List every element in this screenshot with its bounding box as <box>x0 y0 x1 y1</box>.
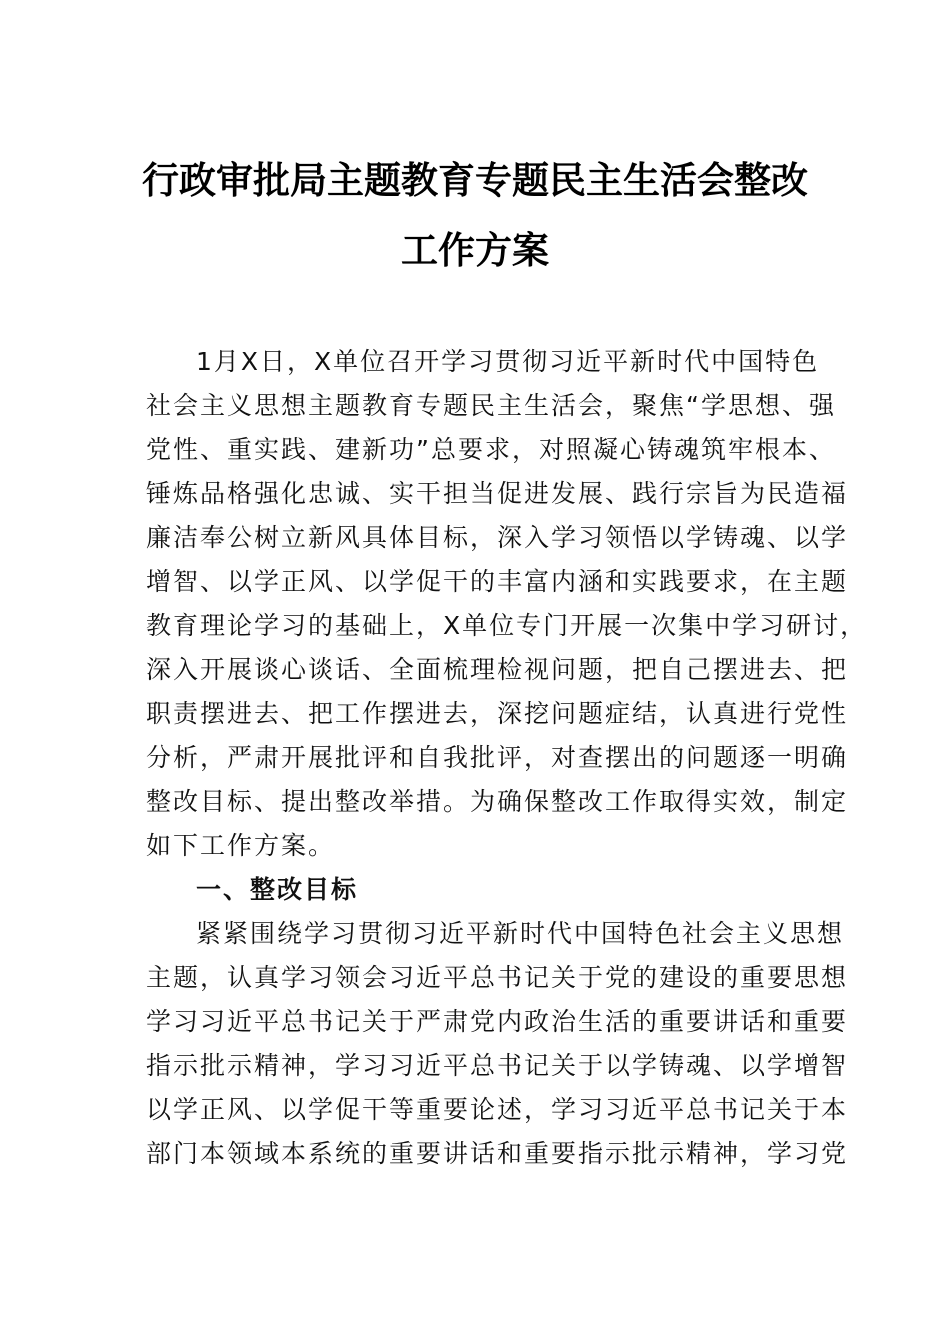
paragraph-line: 党性、重实践、建新功”总要求，对照凝心铸魂筑牢根本、 <box>146 435 836 464</box>
section-heading: 一、整改目标 <box>196 875 359 904</box>
paragraph-line: 学习习近平总书记关于严肃党内政治生活的重要讲话和重要 <box>146 1007 849 1036</box>
paragraph-line: 教育理论学习的基础上，X单位专门开展一次集中学习研讨， <box>146 611 868 640</box>
paragraph-line: 以学正风、以学促干等重要论述，学习习近平总书记关于本 <box>146 1095 849 1124</box>
paragraph-line: 职责摆进去、把工作摆进去，深挖问题症结，认真进行党性 <box>146 699 849 728</box>
paragraph-line: 如下工作方案。 <box>146 831 336 860</box>
paragraph-line: 锤炼品格强化忠诚、实干担当促进发展、践行宗旨为民造福 <box>146 479 849 508</box>
paragraph-line: 整改目标、提出整改举措。为确保整改工作取得实效，制定 <box>146 787 849 816</box>
paragraph-line: 指示批示精神，学习习近平总书记关于以学铸魂、以学增智 <box>146 1051 849 1080</box>
paragraph-line: 紧紧围绕学习贯彻习近平新时代中国特色社会主义思想 <box>196 919 845 948</box>
document-title-line-1: 行政审批局主题教育专题民主生活会整改 <box>142 158 808 202</box>
paragraph-line: 部门本领域本系统的重要讲话和重要指示批示精神，学习党 <box>146 1139 849 1168</box>
paragraph-line: 增智、以学正风、以学促干的丰富内涵和实践要求，在主题 <box>146 567 849 596</box>
document-body <box>146 340 868 1176</box>
paragraph-line: 1月X日，X单位召开学习贯彻习近平新时代中国特色 <box>196 347 820 376</box>
document-title-line-2: 工作方案 <box>401 228 549 272</box>
paragraph-line: 分析，严肃开展批评和自我批评，对查摆出的问题逐一明确 <box>146 743 849 772</box>
paragraph-line: 主题，认真学习领会习近平总书记关于党的建设的重要思想 <box>146 963 849 992</box>
paragraph-line: 廉洁奉公树立新风具体目标，深入学习领悟以学铸魂、以学 <box>146 523 849 552</box>
paragraph-line: 社会主义思想主题教育专题民主生活会，聚焦“学思想、强 <box>146 391 836 420</box>
paragraph-line: 深入开展谈心谈话、全面梳理检视问题，把自己摆进去、把 <box>146 655 849 684</box>
